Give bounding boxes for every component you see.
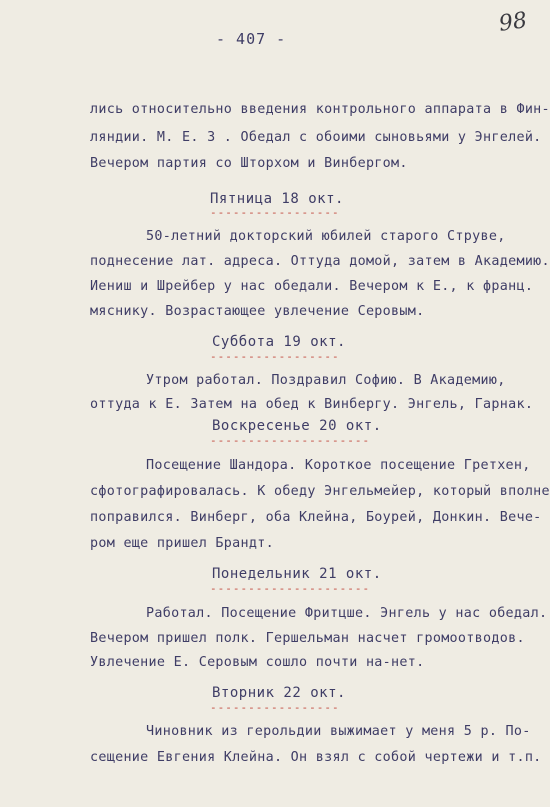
text-line: Вечером партия со Шторхом и Винбергом. xyxy=(90,156,408,171)
text-line: ляндии. М. Е. 3 . Обедал с обоими сыновьями у Энгелей. xyxy=(90,130,542,145)
heading-underline: --------------------- xyxy=(210,434,371,447)
text-line: 50-летний докторский юбилей старого Струве, xyxy=(146,229,506,244)
text-line: сфотографировалась. К обеду Энгельмейер, который вполне xyxy=(90,484,550,499)
text-line: поправился. Винберг, оба Клейна, Боурей, Донкин. Вече- xyxy=(90,510,542,525)
heading-underline: ----------------- xyxy=(210,350,340,363)
entry-heading-sunday: Воскресенье 20 окт. xyxy=(212,418,382,434)
text-line: Увлечение Е. Серовым сошло почти на-нет. xyxy=(90,655,425,670)
heading-underline: ----------------- xyxy=(210,701,340,714)
handwritten-page-number: 98 xyxy=(497,8,529,37)
page-number: - 407 - xyxy=(216,30,287,48)
entry-heading-tuesday: Вторник 22 окт. xyxy=(212,685,346,701)
text-line: Чиновник из герольдии выжимает у меня 5 р. По- xyxy=(146,724,531,739)
entry-heading-saturday: Суббота 19 окт. xyxy=(212,334,346,350)
text-line: ром еще пришел Брандт. xyxy=(90,536,274,551)
text-line: Работал. Посещение Фритцше. Энгель у нас обедал. xyxy=(146,606,548,621)
text-line: оттуда к Е. Затем на обед к Винбергу. Энгель, Гарнак. xyxy=(90,397,534,412)
heading-underline: ----------------- xyxy=(210,206,340,219)
text-line: Утром работал. Поздравил Софию. В Академию, xyxy=(146,373,506,388)
text-line: Вечером пришел полк. Гершельман насчет громоотводов. xyxy=(90,631,525,646)
text-line: лись относительно введения контрольного аппарата в Фин- xyxy=(90,102,550,117)
heading-underline: --------------------- xyxy=(210,582,371,595)
text-line: поднесение лат. адреса. Оттуда домой, затем в Академию. xyxy=(90,254,550,269)
entry-heading-monday: Понедельник 21 окт. xyxy=(212,566,382,582)
text-line: мяснику. Возрастающее увлечение Серовым. xyxy=(90,304,425,319)
text-line: Иениш и Шрейбер у нас обедали. Вечером к Е., к франц. xyxy=(90,279,534,294)
entry-heading-friday: Пятница 18 окт. xyxy=(210,191,344,207)
text-line: Посещение Шандора. Короткое посещение Гретхен, xyxy=(146,458,531,473)
text-line: сещение Евгения Клейна. Он взял с собой чертежи и т.п. xyxy=(90,750,542,765)
